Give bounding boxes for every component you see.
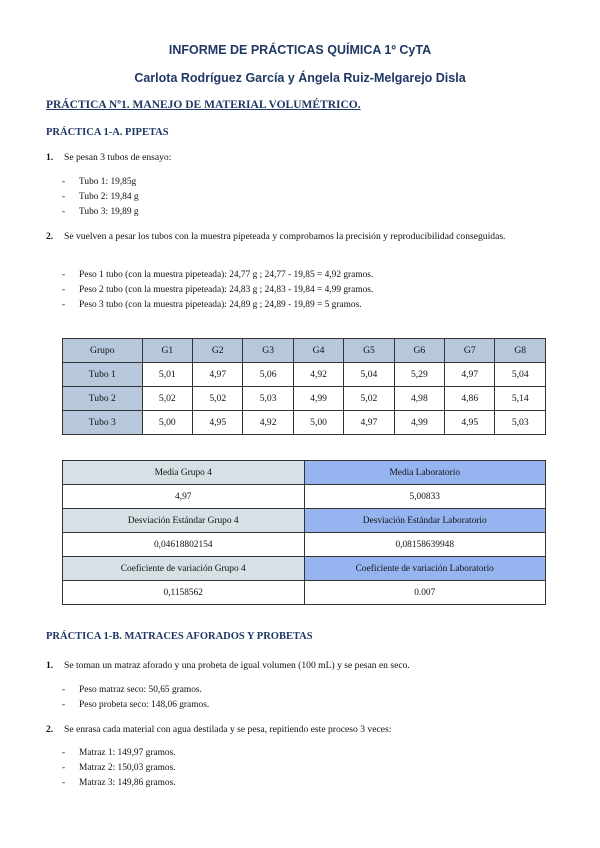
row-header-cell: Tubo 3 (63, 411, 143, 435)
table-cell: 5,02 (193, 387, 243, 411)
table-row (63, 363, 546, 387)
step-number: 2. (46, 231, 54, 242)
mean-group-value: 4,97 (63, 485, 305, 509)
table-row (63, 533, 546, 557)
list-item: - Tubo 3: 19,89 g (62, 206, 139, 217)
table-cell: 5,02 (344, 387, 394, 411)
table-cell: 4,86 (445, 387, 495, 411)
list-item: - Matraz 1: 149,97 gramos. (62, 748, 176, 758)
step-text: Se pesan 3 tubos de ensayo: (64, 152, 172, 163)
section-b-step-2 (46, 722, 558, 737)
section-b-heading: PRÁCTICA 1-B. MATRACES AFORADOS Y PROBETAS (46, 631, 313, 642)
row-header-cell: Tubo 1 (63, 363, 143, 387)
table-header-cell: G2 (193, 339, 243, 363)
table-cell: 5,01 (142, 363, 192, 387)
table-header-cell: G3 (243, 339, 293, 363)
step-text: Se enrasa cada material con agua destilada y se pesa, repitiendo este proceso 3 veces: (64, 724, 392, 735)
sd-lab-label: Desviación Estándar Laboratorio (304, 509, 546, 533)
cv-group-label: Coeficiente de variación Grupo 4 (63, 557, 305, 581)
section-b-step-1 (46, 658, 558, 673)
table-header-cell: G8 (495, 339, 546, 363)
table-cell: 4,99 (394, 411, 444, 435)
mean-group-label: Media Grupo 4 (63, 461, 305, 485)
table-cell: 5,02 (142, 387, 192, 411)
table-header-cell: G4 (293, 339, 343, 363)
table-row (63, 461, 546, 485)
table-cell: 5,14 (495, 387, 546, 411)
sd-group-value: 0,04618802154 (63, 533, 305, 557)
flask-weights-list (62, 746, 176, 790)
table-row (63, 387, 546, 411)
list-item: - Matraz 3: 149,86 gramos. (62, 777, 176, 788)
section-a-heading: PRÁCTICA 1-A. PIPETAS (46, 127, 169, 138)
table-header-cell: G5 (344, 339, 394, 363)
tube-list (62, 175, 139, 219)
step-text: Se toman un matraz aforado y una probeta de igual volumen (100 mL) y se pesan en seco. (64, 660, 410, 671)
table-header-cell: G1 (142, 339, 192, 363)
section-a-step-2 (46, 229, 558, 244)
list-item: - Peso matraz seco: 50,65 gramos. (62, 685, 202, 695)
list-item: - Peso 1 tubo (con la muestra pipeteada): 24,77 g ; 24,77 - 19,85 = 4,92 gramos. (62, 270, 374, 280)
table-cell: 4,95 (445, 411, 495, 435)
table-cell: 4,97 (193, 363, 243, 387)
sd-group-label: Desviación Estándar Grupo 4 (63, 509, 305, 533)
step-number: 1. (46, 152, 54, 163)
table-cell: 4,98 (394, 387, 444, 411)
table-cell: 5,04 (344, 363, 394, 387)
table-cell: 5,00 (142, 411, 192, 435)
step-text: Se vuelven a pesar los tubos con la muestra pipeteada y comprobamos la precisión y reproducibilidad conseguidas. (64, 231, 506, 242)
weights-list (62, 268, 373, 312)
table-row (63, 581, 546, 605)
list-item: - Tubo 2: 19,84 g (62, 191, 139, 202)
table-cell: 5,06 (243, 363, 293, 387)
cv-lab-label: Coeficiente de variación Laboratorio (304, 557, 546, 581)
list-item: - Peso probeta seco: 148,06 gramos. (62, 699, 210, 710)
report-title: INFORME DE PRÁCTICAS QUÍMICA 1º CyTA (168, 43, 432, 57)
table-row (63, 411, 546, 435)
mean-lab-value: 5,00833 (304, 485, 546, 509)
list-item: - Matraz 2: 150,03 gramos. (62, 762, 176, 773)
table-row (63, 509, 546, 533)
report-authors: Carlota Rodríguez García y Ángela Ruiz-Melgarejo Disla (134, 71, 466, 85)
cv-lab-value: 0.007 (304, 581, 546, 605)
table-row (63, 557, 546, 581)
step-number: 2. (46, 724, 54, 735)
table-cell: 4,99 (293, 387, 343, 411)
list-item: - Peso 2 tubo (con la muestra pipeteada): 24,83 g ; 24,83 - 19,84 = 4,99 gramos. (62, 284, 374, 295)
step-number: 1. (46, 660, 54, 671)
table-cell: 5,00 (293, 411, 343, 435)
table-cell: 4,95 (193, 411, 243, 435)
mean-lab-label: Media Laboratorio (304, 461, 546, 485)
table-cell: 4,97 (344, 411, 394, 435)
list-item: - Peso 3 tubo (con la muestra pipeteada): 24,89 g ; 24,89 - 19,89 = 5 gramos. (62, 299, 362, 310)
table-header-cell: G6 (394, 339, 444, 363)
table-cell: 5,03 (495, 411, 546, 435)
sd-lab-value: 0,08158639948 (304, 533, 546, 557)
table-cell: 4,92 (243, 411, 293, 435)
table-cell: 5,29 (394, 363, 444, 387)
table-cell: 5,04 (495, 363, 546, 387)
practice-heading: PRÁCTICA Nº1. MANEJO DE MATERIAL VOLUMÉTRICO. (46, 99, 361, 111)
row-header-cell: Tubo 2 (63, 387, 143, 411)
table-cell: 4,92 (293, 363, 343, 387)
table-row (63, 485, 546, 509)
results-table (62, 338, 546, 435)
section-a-step-1 (46, 150, 558, 165)
cv-group-value: 0,1158562 (63, 581, 305, 605)
table-cell: 5,03 (243, 387, 293, 411)
table-header-row (63, 339, 546, 363)
table-cell: 4,97 (445, 363, 495, 387)
table-header-cell: Grupo (63, 339, 143, 363)
list-item: - Tubo 1: 19,85g (62, 177, 137, 187)
table-header-cell: G7 (445, 339, 495, 363)
statistics-table (62, 460, 546, 605)
dry-weights-list (62, 683, 209, 713)
